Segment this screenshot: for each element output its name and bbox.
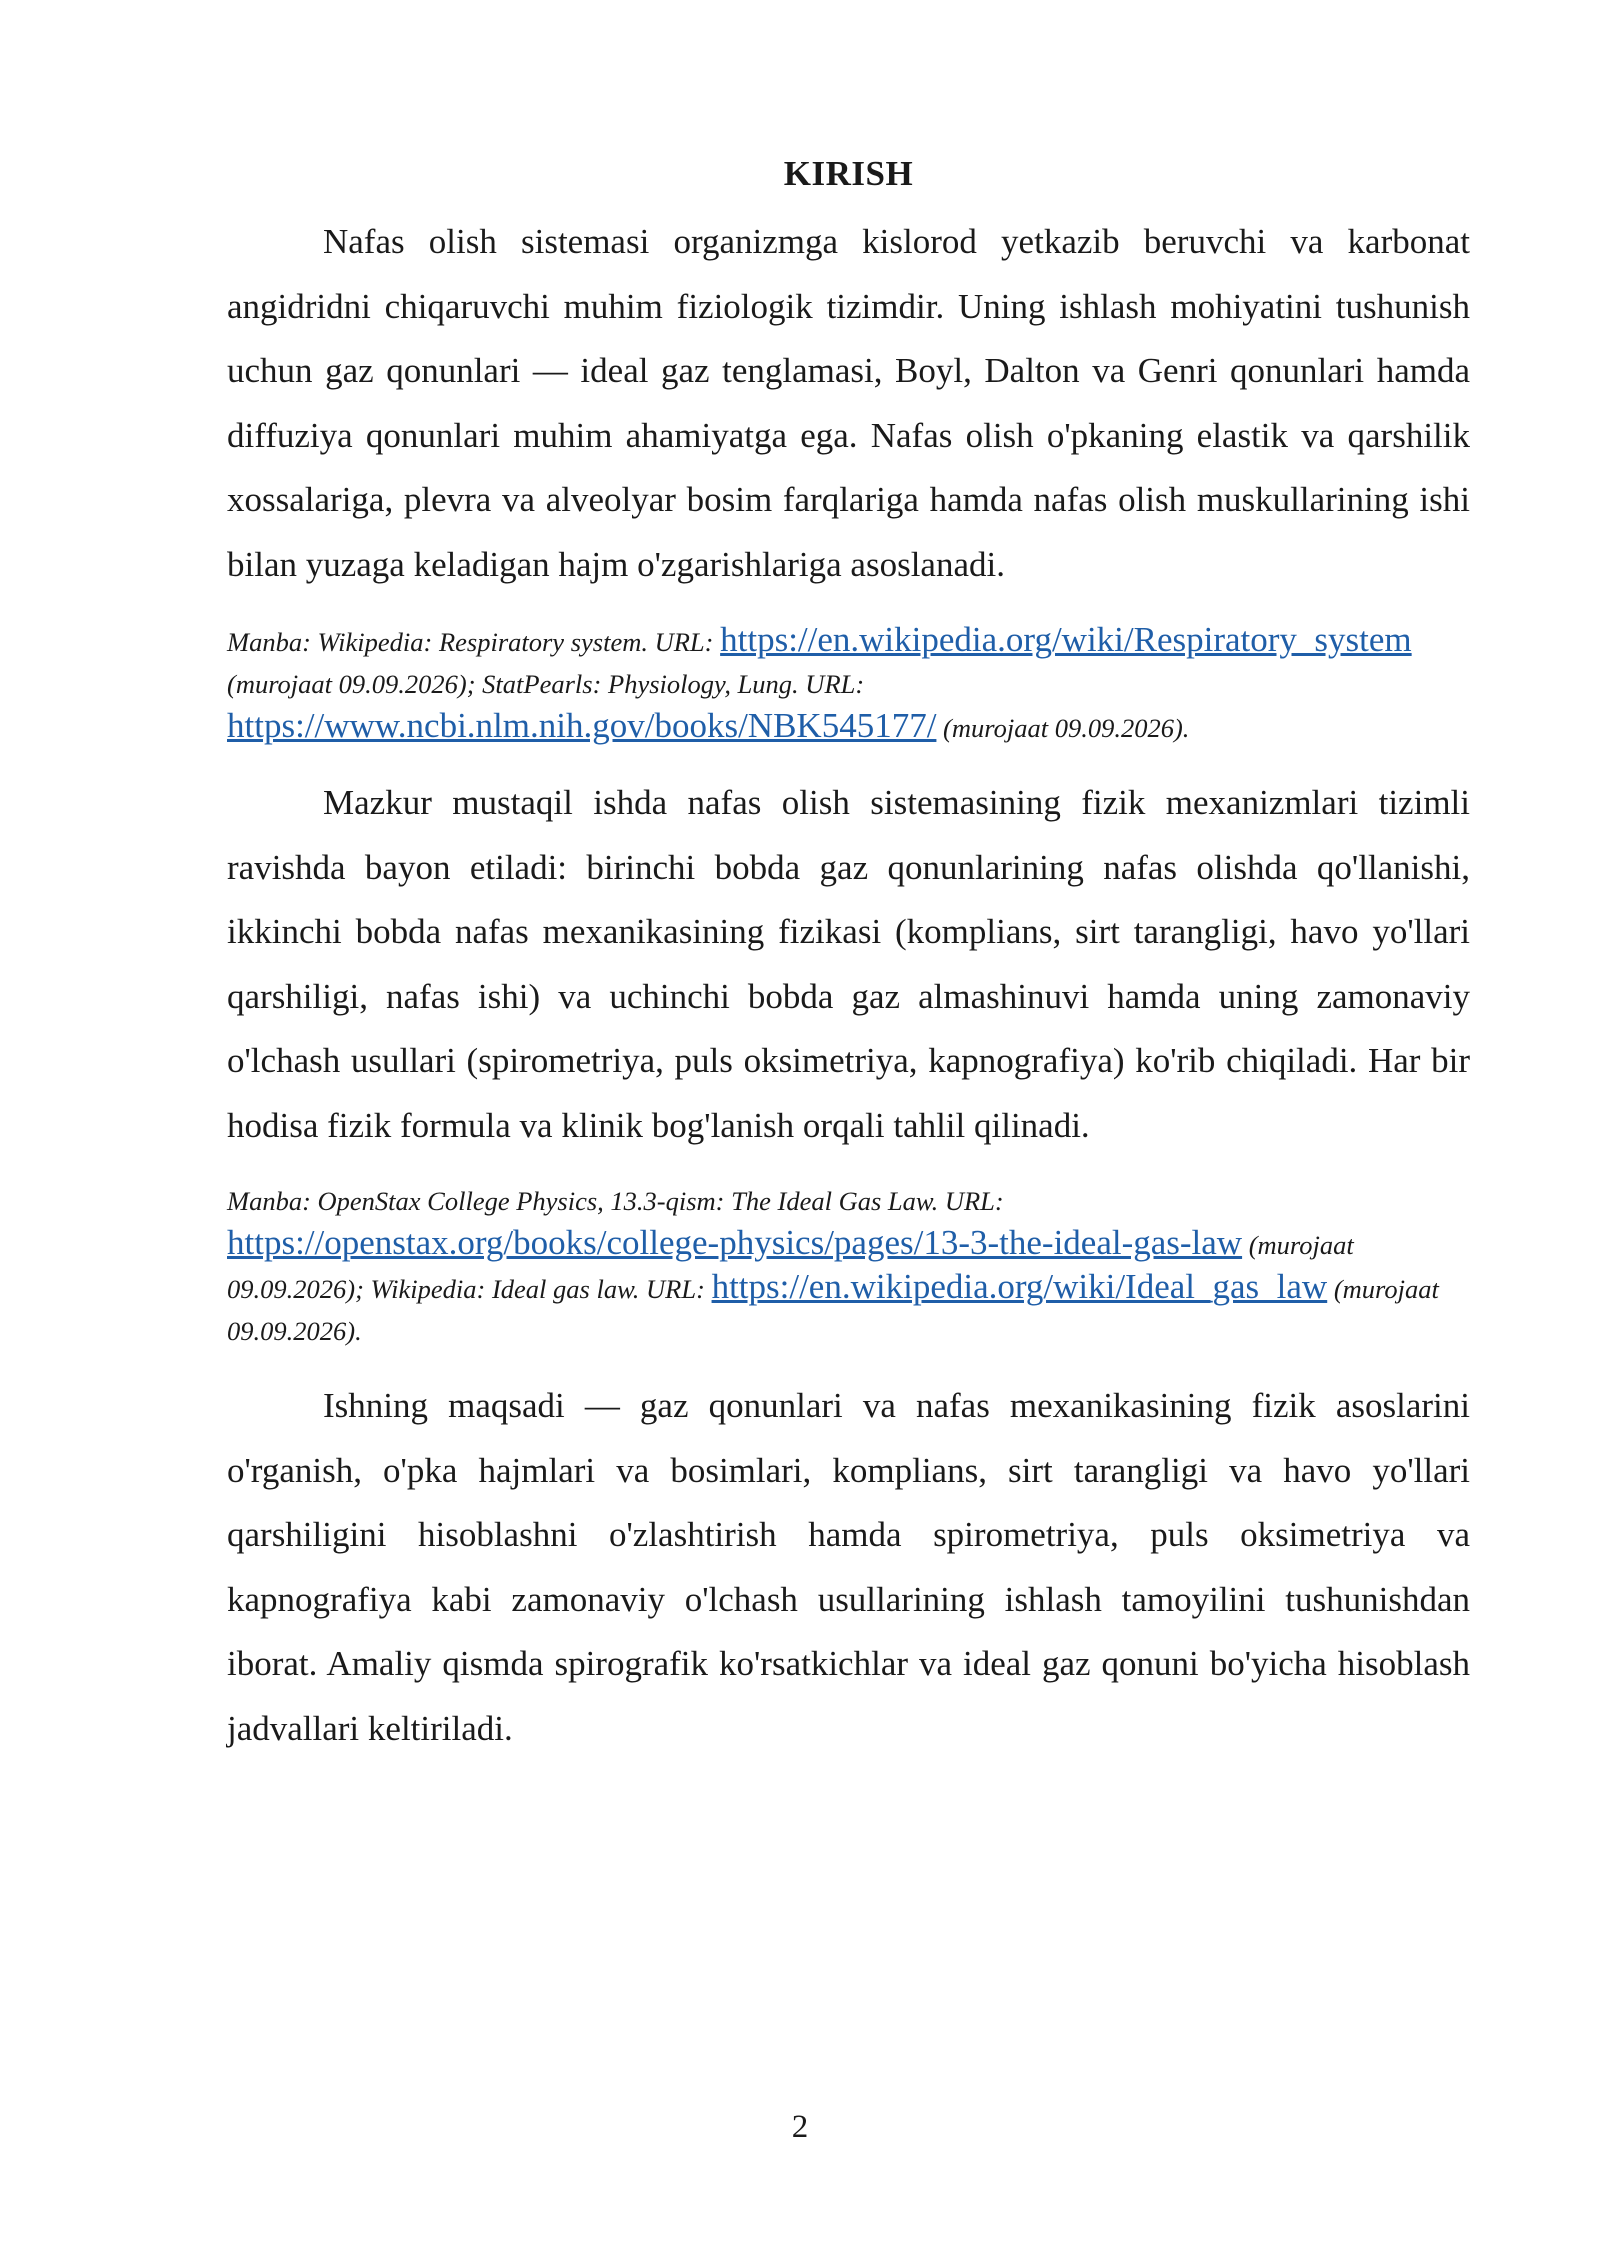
source-1-link-ncbi[interactable]: https://www.ncbi.nlm.nih.gov/books/NBK545177/ (227, 706, 937, 745)
source-note-2 (227, 1180, 1470, 1352)
source-note-1 (227, 619, 1470, 749)
source-1-suffix: (murojaat 09.09.2026); (227, 669, 483, 699)
source-1b-suffix: (murojaat 09.09.2026). (936, 713, 1190, 743)
source-2b-prefix: Wikipedia: Ideal gas law. URL: (370, 1274, 712, 1304)
source-1b-prefix: StatPearls: Physiology, Lung. URL: (482, 669, 865, 699)
page-number: 2 (791, 2109, 809, 2145)
source-2-suffix: (murojaat 09.09.2026); (227, 1230, 1354, 1304)
source-1-prefix: Manba: Wikipedia: Respiratory system. URL: (227, 627, 721, 657)
source-2-link-openstax[interactable]: https://openstax.org/books/college-physics/pages/13-3-the-ideal-gas-law (227, 1223, 1243, 1262)
page-content (227, 146, 1470, 1761)
source-1-link-wikipedia-respiratory[interactable]: https://en.wikipedia.org/wiki/Respiratory_system (720, 620, 1412, 659)
intro-paragraph-2: Mazkur mustaqil ishda nafas olish sistemasining fizik mexanizmlari tizimli ravishda bayon etiladi: birinchi bobda gaz qonunlarining nafas olishda qo'llanishi, ikkinchi bobda nafas mexanikasining fizikasi (komplians, sirt tarangligi, havo yo'llari qarshiligi, nafas ishi) va uchinchi bobda gaz almashinuvi hamda uning zamonaviy o'lchash usullari (spirometriya, puls oksimetriya, kapnografiya) ko'rib chiqiladi. Har bir hodisa fizik formula va klinik bog'lanish orqali tahlil qilinadi. (227, 783, 1470, 1145)
intro-paragraph-3: Ishning maqsadi — gaz qonunlari va nafas mexanikasining fizik asoslarini o'rganish, o'pka hajmlari va bosimlari, komplians, sirt tarangligi va havo yo'llari qarshiligini hisoblashni o'zlashtirish hamda spirometriya, puls oksimetriya va kapnografiya kabi zamonaviy o'lchash usullarining ishlash tamoyilini tushunishdan iborat. Amaliy qismda spirografik ko'rsatkichlar va ideal gaz qonuni bo'yicha hisoblash jadvallari keltiriladi. (227, 1386, 1470, 1748)
source-2-link-wikipedia-ideal-gas[interactable]: https://en.wikipedia.org/wiki/Ideal_gas_law (711, 1267, 1328, 1306)
source-2-prefix: Manba: OpenStax College Physics, 13.3-qism: The Ideal Gas Law. URL: (227, 1186, 1004, 1216)
intro-paragraph-1: Nafas olish sistemasi organizmga kislorod yetkazib beruvchi va karbonat angidridni chiqaruvchi muhim fiziologik tizimdir. Uning ishlash mohiyatini tushunish uchun gaz qonunlari — ideal gaz tenglamasi, Boyl, Dalton va Genri qonunlari hamda diffuziya qonunlari muhim ahamiyatga ega. Nafas olish o'pkaning elastik va qarshilik xossalariga, plevra va alveolyar bosim farqlariga hamda nafas olish muskullarining ishi bilan yuzaga keladigan hajm o'zgarishlariga asoslanadi. (227, 222, 1470, 584)
section-heading: KIRISH (783, 154, 914, 193)
source-2b-suffix: (murojaat 09.09.2026). (227, 1274, 1439, 1346)
